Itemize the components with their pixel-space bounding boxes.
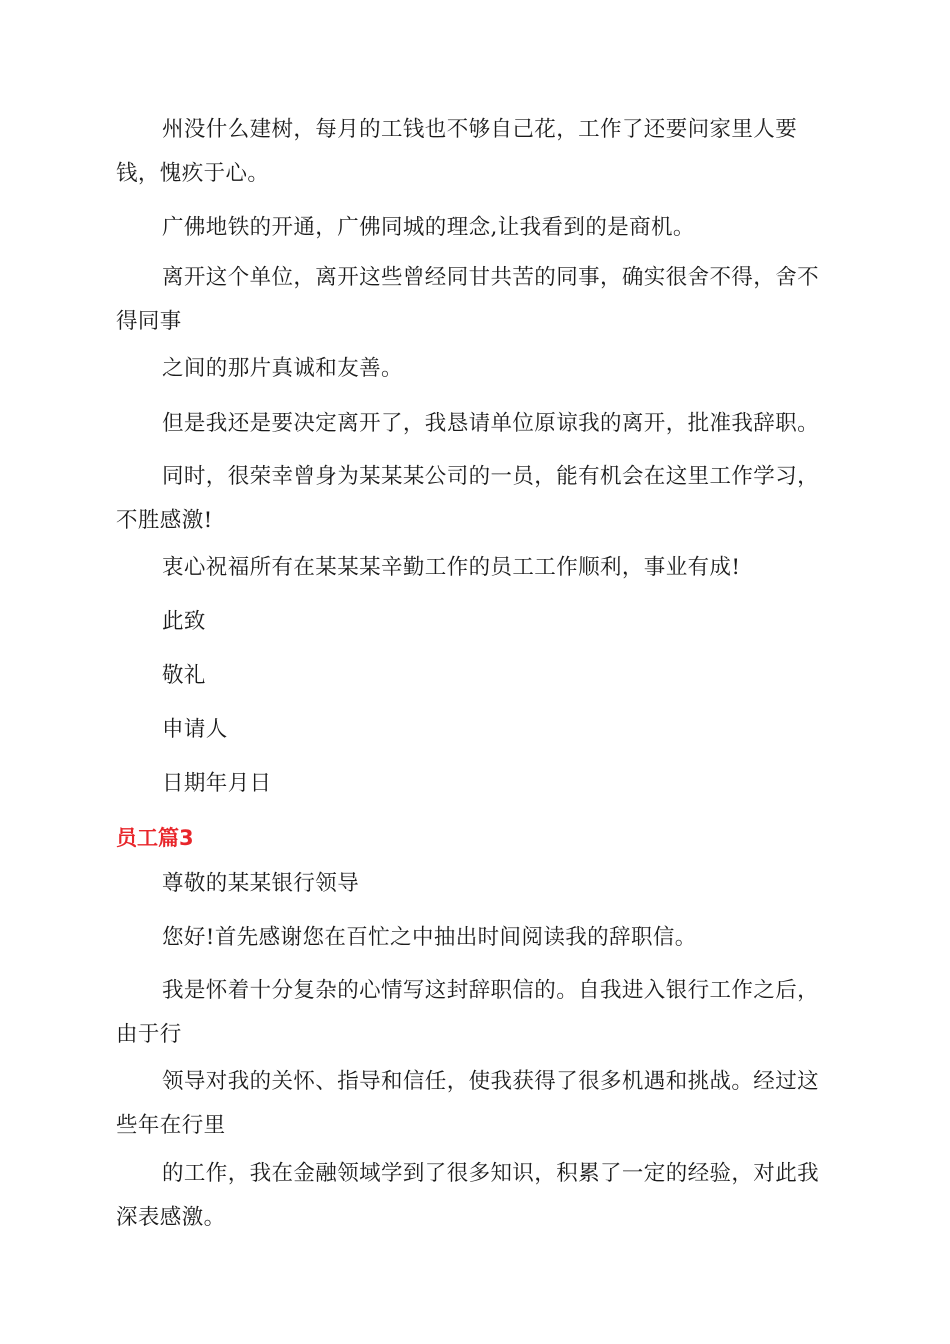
paragraph: 您好!首先感谢您在百忙之中抽出时间阅读我的辞职信。 xyxy=(162,925,697,950)
paragraph: 州没什么建树，每月的工钱也不够自己花，工作了还要问家里人要钱，愧疚于心。 xyxy=(116,117,798,186)
paragraph: 广佛地铁的开通，广佛同城的理念,让我看到的是商机。 xyxy=(162,215,695,240)
signature-line: 申请人 xyxy=(162,717,228,742)
closing-line: 此致 xyxy=(162,609,206,634)
salutation: 尊敬的某某银行领导 xyxy=(162,871,360,896)
paragraph: 衷心祝福所有在某某某辛勤工作的员工工作顺利，事业有成! xyxy=(162,555,741,580)
paragraph: 离开这个单位，离开这些曾经同甘共苦的同事，确实很舍不得，舍不得同事 xyxy=(116,265,820,334)
paragraph: 我是怀着十分复杂的心情写这封辞职信的。自我进入银行工作之后，由于行 xyxy=(116,978,820,1047)
paragraph: 之间的那片真诚和友善。 xyxy=(162,356,403,381)
paragraph: 的工作，我在金融领域学到了很多知识，积累了一定的经验，对此我深表感激。 xyxy=(116,1161,820,1230)
date-line: 日期年月日 xyxy=(162,771,272,796)
paragraph: 领导对我的关怀、指导和信任，使我获得了很多机遇和挑战。经过这些年在行里 xyxy=(116,1069,820,1138)
paragraph: 但是我还是要决定离开了，我恳请单位原谅我的离开，批准我辞职。 xyxy=(162,411,820,436)
section-heading: 员工篇3 xyxy=(116,826,194,850)
paragraph: 同时，很荣幸曾身为某某某公司的一员，能有机会在这里工作学习，不胜感激! xyxy=(116,464,820,533)
closing-line: 敬礼 xyxy=(162,663,206,688)
